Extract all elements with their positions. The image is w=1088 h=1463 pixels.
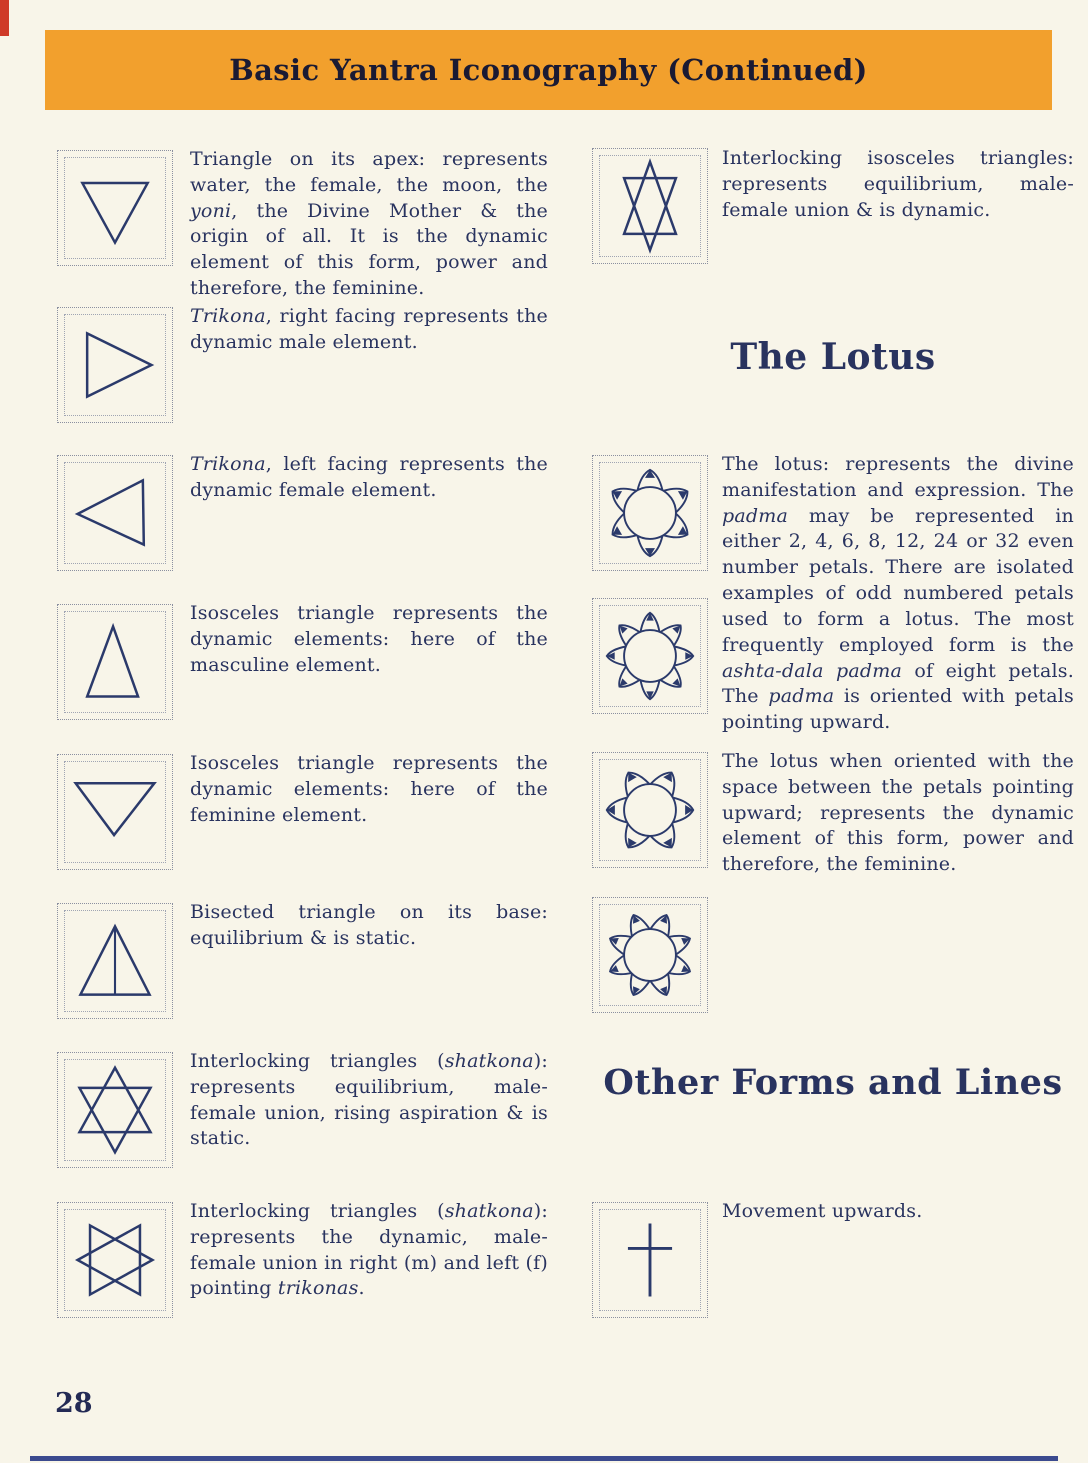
- item-description: Trikona, right facing represents the dynamic male element.: [190, 305, 548, 353]
- item-description: The lotus when oriented with the space between the petals pointing upward; represents the dynamic element of this form, power and therefore, the feminine.: [722, 750, 1074, 876]
- item-description: Interlocking triangles (shatkona): represents the dynamic, male-female union in right (m) and left (f) pointing trikonas.: [190, 1200, 548, 1300]
- section-banner: [45, 30, 1052, 110]
- bisected-triangle-icon: [57, 903, 173, 1019]
- footer-rule: [30, 1456, 1058, 1461]
- item-description: Triangle on its apex: represents water, the female, the moon, the yoni, the Divine Mother & the origin of all. It is the dynamic element of this form, power and therefore, the feminine.: [190, 148, 548, 300]
- item-description: Interlocking isosceles triangles: represents equilibrium, male-female union & is dynamic.: [722, 147, 1074, 221]
- isosceles-down-icon: [57, 754, 173, 870]
- lotus-six-petals-icon: [592, 455, 708, 571]
- other-forms-section-heading: Other Forms and Lines: [603, 1062, 1063, 1103]
- page-number: 28: [55, 1388, 93, 1419]
- item-description: Interlocking triangles (shatkona): represents equilibrium, male-female union, rising aspiration & is static.: [190, 1050, 548, 1150]
- shatkona-icon: [57, 1052, 173, 1168]
- lotus-eight-space-up-icon: [592, 897, 708, 1013]
- lotus-section-heading: The Lotus: [730, 336, 936, 378]
- trikona-left-icon: [57, 455, 173, 571]
- item-description: Bisected triangle on its base: equilibrium & is static.: [190, 901, 548, 949]
- item-description: Isosceles triangle represents the dynamic elements: here of the masculine element.: [190, 602, 548, 676]
- item-description: The lotus: represents the divine manifestation and expression. The padma may be represented in either 2, 4, 6, 8, 12, 24 or 32 even number petals. There are isolated examples of odd numbered petals used to form a lotus. The most frequently employed form is the ashta-dala padma of eight petals. The padma is oriented with petals pointing upward.: [722, 453, 1074, 734]
- triangle-apex-down-icon: [57, 150, 173, 266]
- cross-up-icon: [592, 1202, 708, 1318]
- lotus-eight-petals-icon: [592, 598, 708, 714]
- trikona-right-icon: [57, 307, 173, 423]
- item-description: Trikona, left facing represents the dynamic female element.: [190, 453, 548, 501]
- item-description: Isosceles triangle represents the dynamic elements: here of the feminine element.: [190, 752, 548, 826]
- interlocking-isosceles-triangles-icon: [592, 148, 708, 264]
- lotus-six-space-up-icon: [592, 752, 708, 868]
- section-banner-title: Basic Yantra Iconography (Continued): [229, 53, 868, 87]
- isosceles-up-icon: [57, 604, 173, 720]
- shatkona-horizontal-icon: [57, 1202, 173, 1318]
- print-registration-mark: [0, 0, 9, 36]
- item-description: Movement upwards.: [722, 1200, 923, 1222]
